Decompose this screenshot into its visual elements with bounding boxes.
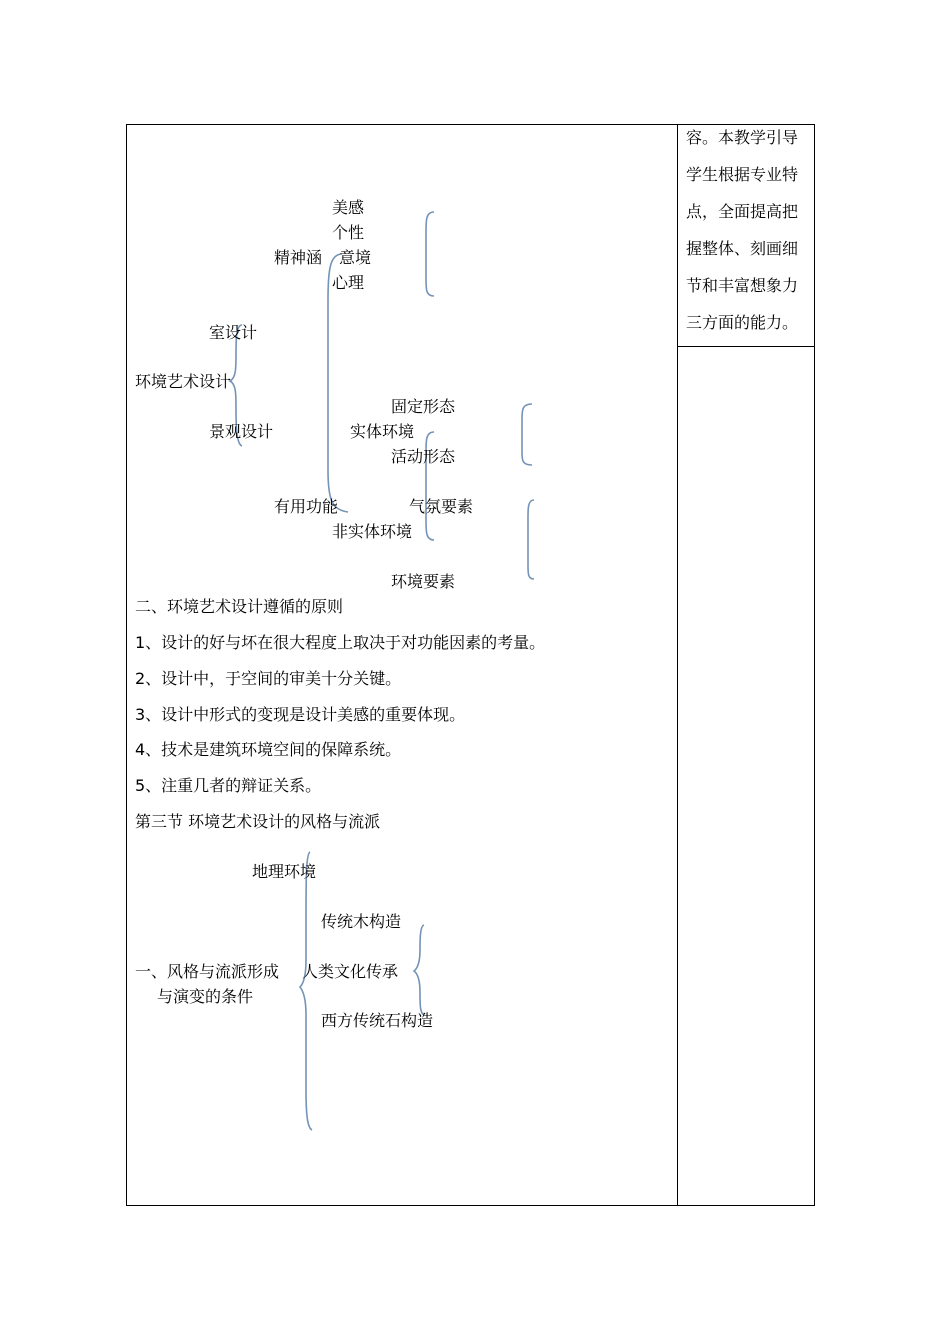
node-root-line2: 与演变的条件: [157, 987, 254, 1006]
bracket-solid-forms: [522, 404, 532, 465]
side-note-line: 容。本教学引导: [686, 128, 799, 147]
node-xinli: 心理: [332, 273, 365, 292]
side-note-line: 节和丰富想象力: [686, 276, 799, 295]
principle-item: 5、注重几者的辩证关系。: [135, 776, 322, 795]
side-note-line: 握整体、刻画细: [686, 239, 799, 258]
node-shinei: 室设计: [209, 323, 258, 342]
node-meigan: 美感: [332, 198, 365, 217]
principle-item: 2、设计中，于空间的审美十分关键。: [135, 669, 402, 688]
principle-item: 3、设计中形式的变现是设计美感的重要体现。: [135, 705, 466, 724]
bracket-meigan-group: [426, 212, 434, 296]
node-root: 环境艺术设计: [135, 372, 232, 391]
node-chuantong: 传统木构造: [321, 912, 402, 931]
node-huanjing: 环境要素: [391, 572, 456, 591]
section-title: 第三节 环境艺术设计的风格与流派: [135, 812, 381, 831]
node-shiti: 实体环境: [350, 422, 415, 441]
node-jingguan: 景观设计: [209, 422, 274, 441]
node-youyong: 有用功能: [274, 497, 339, 516]
side-note-line: 点，全面提高把: [686, 202, 799, 221]
bracket-atmosphere: [528, 500, 534, 579]
node-xifang: 西方传统石构造: [321, 1011, 434, 1030]
side-note-line: 学生根据专业特: [686, 165, 799, 184]
bracket-style-conditions: [300, 852, 312, 1130]
node-jingshen: 精神涵: [274, 248, 323, 267]
bracket-construction: [414, 925, 424, 1015]
node-root-line1: 一、风格与流派形成: [135, 962, 280, 981]
node-gexing: 个性: [332, 223, 365, 242]
side-note-line: 三方面的能力。: [686, 313, 799, 332]
node-feishiti: 非实体环境: [332, 522, 413, 541]
principles-heading: 二、环境艺术设计遵循的原则: [135, 597, 344, 616]
principle-item: 1、设计的好与坏在很大程度上取决于对功能因素的考量。: [135, 633, 546, 652]
principle-item: 4、技术是建筑环境空间的保障系统。: [135, 740, 402, 759]
node-yijing: 意境: [339, 248, 372, 267]
node-qifen: 气氛要素: [409, 497, 474, 516]
node-renlei: 人类文化传承: [302, 962, 399, 981]
node-dili: 地理环境: [252, 862, 317, 881]
node-guding: 固定形态: [391, 397, 456, 416]
node-huodong: 活动形态: [391, 447, 456, 466]
